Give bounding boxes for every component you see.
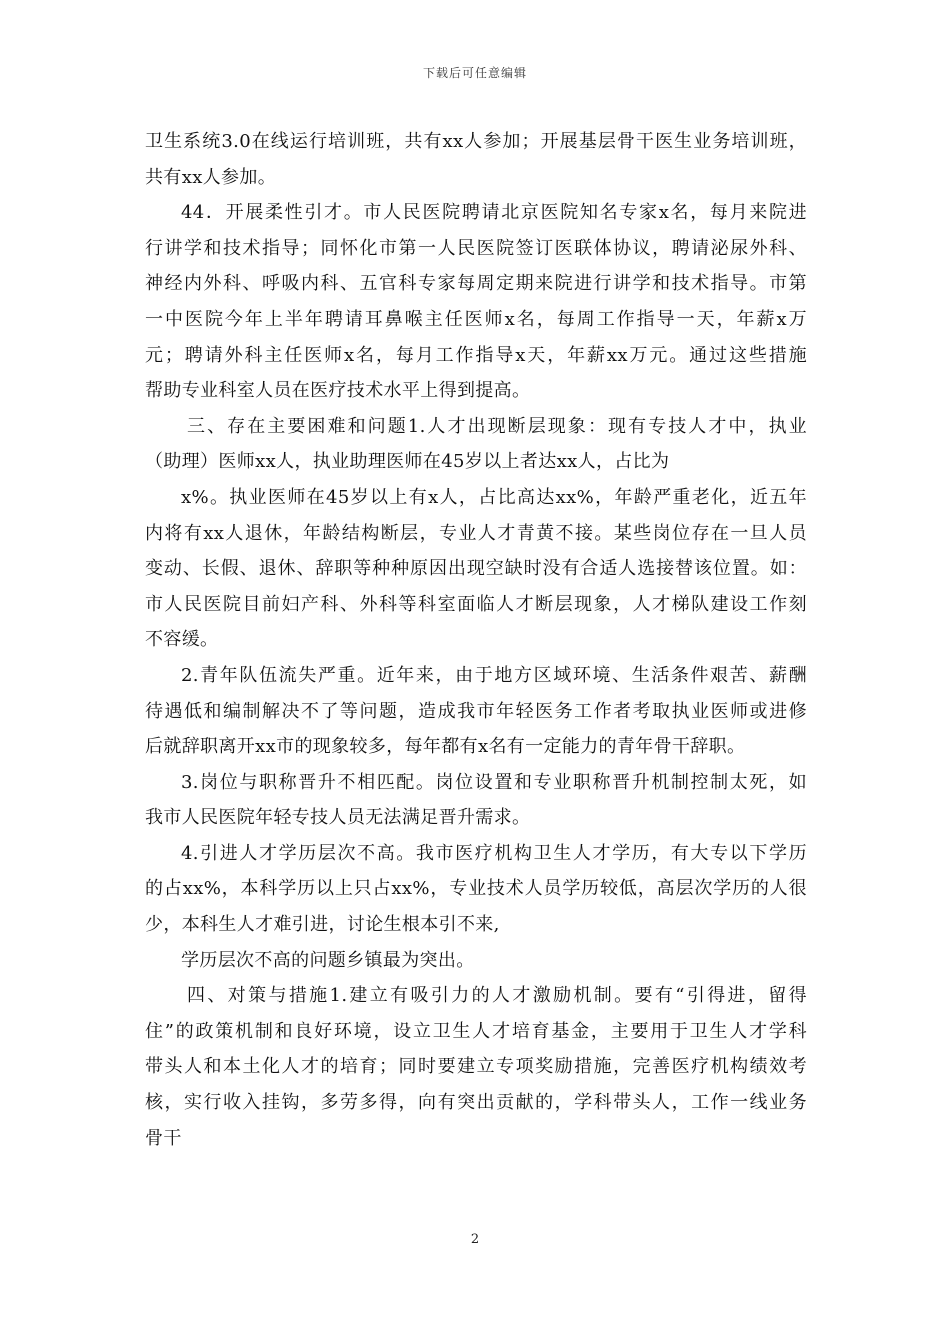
page-number: 2 bbox=[470, 1232, 480, 1247]
text-line: 4.引进人才学历层次不高。我市医疗机构卫生人才学历，有大专以下学历 bbox=[181, 842, 807, 864]
text-line: 行讲学和技术指导；同怀化市第一人民医院签订医联体协议，聘请泌尿外科、 bbox=[145, 237, 807, 259]
text-line: 四、对策与措施1.建立有吸引力的人才激励机制。要有“引得进，留得 bbox=[187, 985, 807, 1007]
text-line: 2.青年队伍流失严重。近年来，由于地方区域环境、生活条件艰苦、薪酬 bbox=[181, 664, 807, 686]
text-line: 核，实行收入挂钩，多劳多得，向有突出贡献的，学科带头人，工作一线业务 bbox=[145, 1092, 807, 1114]
text-line: 一中医院今年上半年聘请耳鼻喉主任医师x名，每周工作指导一天，年薪x万 bbox=[145, 308, 807, 330]
text-line: 卫生系统3.0在线运行培训班，共有xx人参加；开展基层骨干医生业务培训班， bbox=[145, 131, 807, 152]
text-line: 三、存在主要困难和问题1.人才出现断层现象：现有专技人才中，执业 bbox=[187, 415, 807, 437]
page-header: 下载后可任意编辑 bbox=[422, 66, 527, 80]
text-line: 少，本科生人才难引进，讨论生根本引不来, bbox=[145, 914, 500, 936]
text-line: x%。执业医师在45岁以上有x人，占比高达xx%，年龄严重老化，近五年 bbox=[181, 486, 807, 508]
text-line: 帮助专业科室人员在医疗技术水平上得到提高。 bbox=[145, 380, 531, 402]
text-line: 学历层次不高的问题乡镇最为突出。 bbox=[181, 949, 475, 971]
text-line: 44．开展柔性引才。市人民医院聘请北京医院知名专家x名，每月来院进 bbox=[181, 202, 807, 224]
text-line: 骨干 bbox=[145, 1127, 182, 1149]
text-line: 3.岗位与职称晋升不相匹配。岗位设置和专业职称晋升机制控制太死，如 bbox=[181, 771, 807, 793]
text-line: 不容缓。 bbox=[145, 629, 219, 651]
text-line: 元；聘请外科主任医师x名，每月工作指导x天，年薪xx万元。通过这些措施 bbox=[145, 344, 807, 366]
text-line: 住”的政策机制和良好环境，设立卫生人才培育基金，主要用于卫生人才学科 bbox=[145, 1020, 807, 1042]
document-body bbox=[145, 124, 807, 1156]
text-line: （助理）医师xx人，执业助理医师在45岁以上者达xx人，占比为 bbox=[145, 451, 670, 473]
text-line: 后就辞职离开xx市的现象较多，每年都有x名有一定能力的青年骨干辞职。 bbox=[145, 736, 746, 758]
text-line: 待遇低和编制解决不了等问题，造成我市年轻医务工作者考取执业医师或进修 bbox=[145, 700, 807, 722]
text-line: 带头人和本土化人才的培育；同时要建立专项奖励措施，完善医疗机构绩效考 bbox=[145, 1056, 807, 1078]
text-line: 共有xx人参加。 bbox=[145, 166, 277, 188]
text-line: 市人民医院目前妇产科、外科等科室面临人才断层现象，人才梯队建设工作刻 bbox=[145, 593, 807, 615]
text-line: 变动、长假、退休、辞职等种种原因出现空缺时没有合适人选接替该位置。如： bbox=[145, 558, 807, 580]
text-line: 神经内外科、呼吸内科、五官科专家每周定期来院进行讲学和技术指导。市第 bbox=[145, 273, 807, 295]
text-line: 我市人民医院年轻专技人员无法满足晋升需求。 bbox=[145, 807, 531, 829]
text-line: 内将有xx人退休，年龄结构断层，专业人才青黄不接。某些岗位存在一旦人员 bbox=[145, 522, 807, 544]
text-line: 的占xx%，本科学历以上只占xx%，专业技术人员学历较低，高层次学历的人很 bbox=[145, 878, 807, 900]
